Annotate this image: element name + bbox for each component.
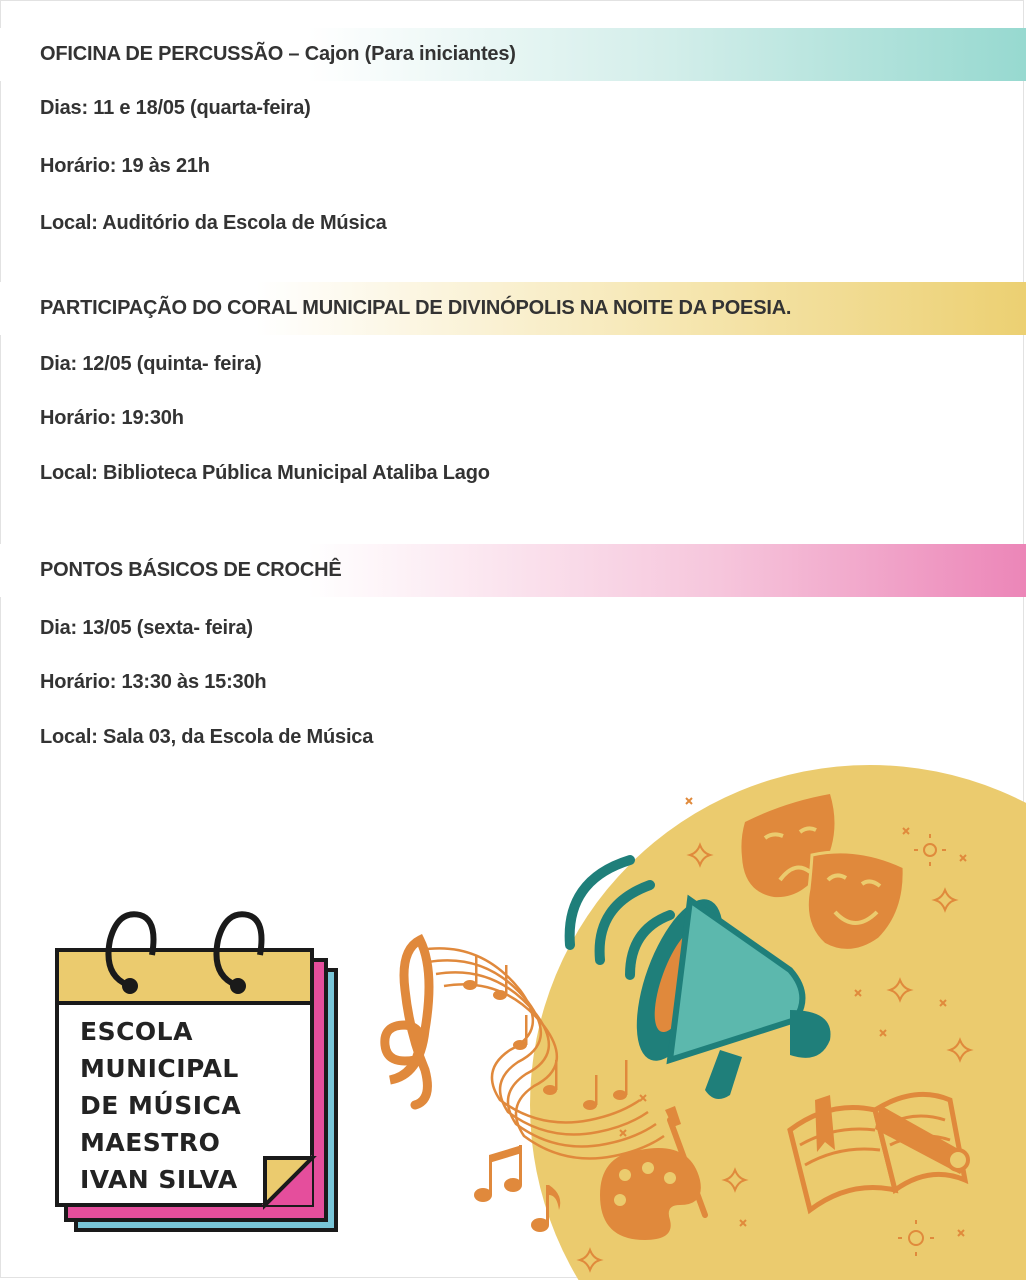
school-name-line-1: ESCOLA <box>80 1017 193 1046</box>
event-2-title: PARTICIPAÇÃO DO CORAL MUNICIPAL DE DIVINÓPOLIS NA NOITE DA POESIA. <box>40 297 792 319</box>
event-1-title: OFICINA DE PERCUSSÃO – Cajon (Para iniciantes) <box>40 43 516 65</box>
event-3-day: Dia: 13/05 (sexta- feira) <box>40 617 253 639</box>
event-1-header <box>0 28 1026 81</box>
event-3-header <box>0 544 1026 597</box>
school-name-line-3: DE MÚSICA <box>80 1091 242 1120</box>
event-1-time: Horário: 19 às 21h <box>40 155 210 177</box>
school-name-line-4: MAESTRO <box>80 1128 221 1157</box>
event-1-days: Dias: 11 e 18/05 (quarta-feira) <box>40 97 311 119</box>
event-2-location: Local: Biblioteca Pública Municipal Ataliba Lago <box>40 462 490 484</box>
school-name <box>80 1013 310 1198</box>
event-3-time: Horário: 13:30 às 15:30h <box>40 671 267 693</box>
school-name-line-2: MUNICIPAL <box>80 1054 239 1083</box>
event-3-location: Local: Sala 03, da Escola de Música <box>40 726 374 748</box>
event-2-day: Dia: 12/05 (quinta- feira) <box>40 353 262 375</box>
event-2-time: Horário: 19:30h <box>40 407 184 429</box>
event-1-location: Local: Auditório da Escola de Música <box>40 212 387 234</box>
school-name-line-5: IVAN SILVA <box>80 1165 238 1194</box>
treble-clef-icon <box>385 940 429 1105</box>
event-3-title: PONTOS BÁSICOS DE CROCHÊ <box>40 559 342 581</box>
event-2-header <box>0 282 1026 335</box>
